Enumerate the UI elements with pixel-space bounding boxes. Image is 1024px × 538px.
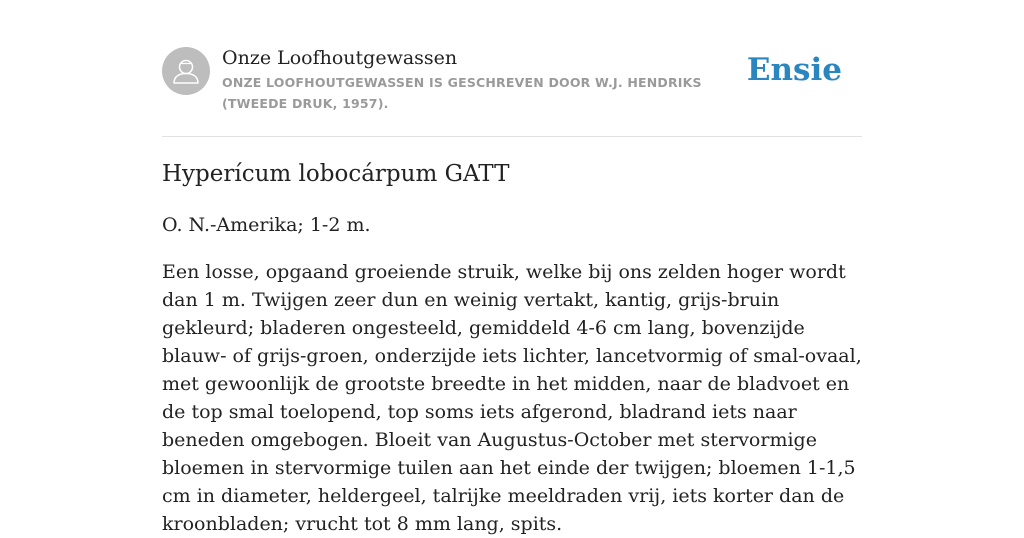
source-description: ONZE LOOFHOUTGEWASSEN IS GESCHREVEN DOOR W.J. HENDRIKS (TWEEDE DRUK, 1957). [222,75,702,111]
source-header [162,46,862,137]
ensie-logo-link[interactable]: Ensie [746,52,842,88]
source-title[interactable]: Onze Loofhoutgewassen [222,47,458,69]
entry-body: Een losse, opgaand groeiende struik, welke bij ons zelden hoger wordt dan 1 m. Twijgen zeer dun en weinig vertakt, kantig, grijs-bruin gekleurd; bladeren ongesteeld, gemiddeld 4-6 cm lang, bovenzijde blauw- of grijs-groen, onderzijde iets lichter, lancetvormig of smal-ovaal, met gewoonlijk de grootste breedte in het midden, naar de bladvoet en de top smal toelopend, top soms iets afgerond, bladrand iets naar beneden omgebogen. Bloeit van Augustus-October met stervormige bloemen in stervormige tuilen aan het einde der twijgen; bloemen 1-1,5 cm in diameter, heldergeel, talrijke meeldraden vrij, iets korter dan de kroonbladen; vrucht tot 8 mm lang, spits. [162,261,862,535]
page [162,0,862,535]
source-avatar[interactable] [162,47,210,95]
entry-origin: O. N.-Amerika; 1-2 m. [162,214,371,236]
user-silhouette-icon [162,47,210,95]
entry-title: Hyperícum lobocárpum GATT [162,161,510,187]
